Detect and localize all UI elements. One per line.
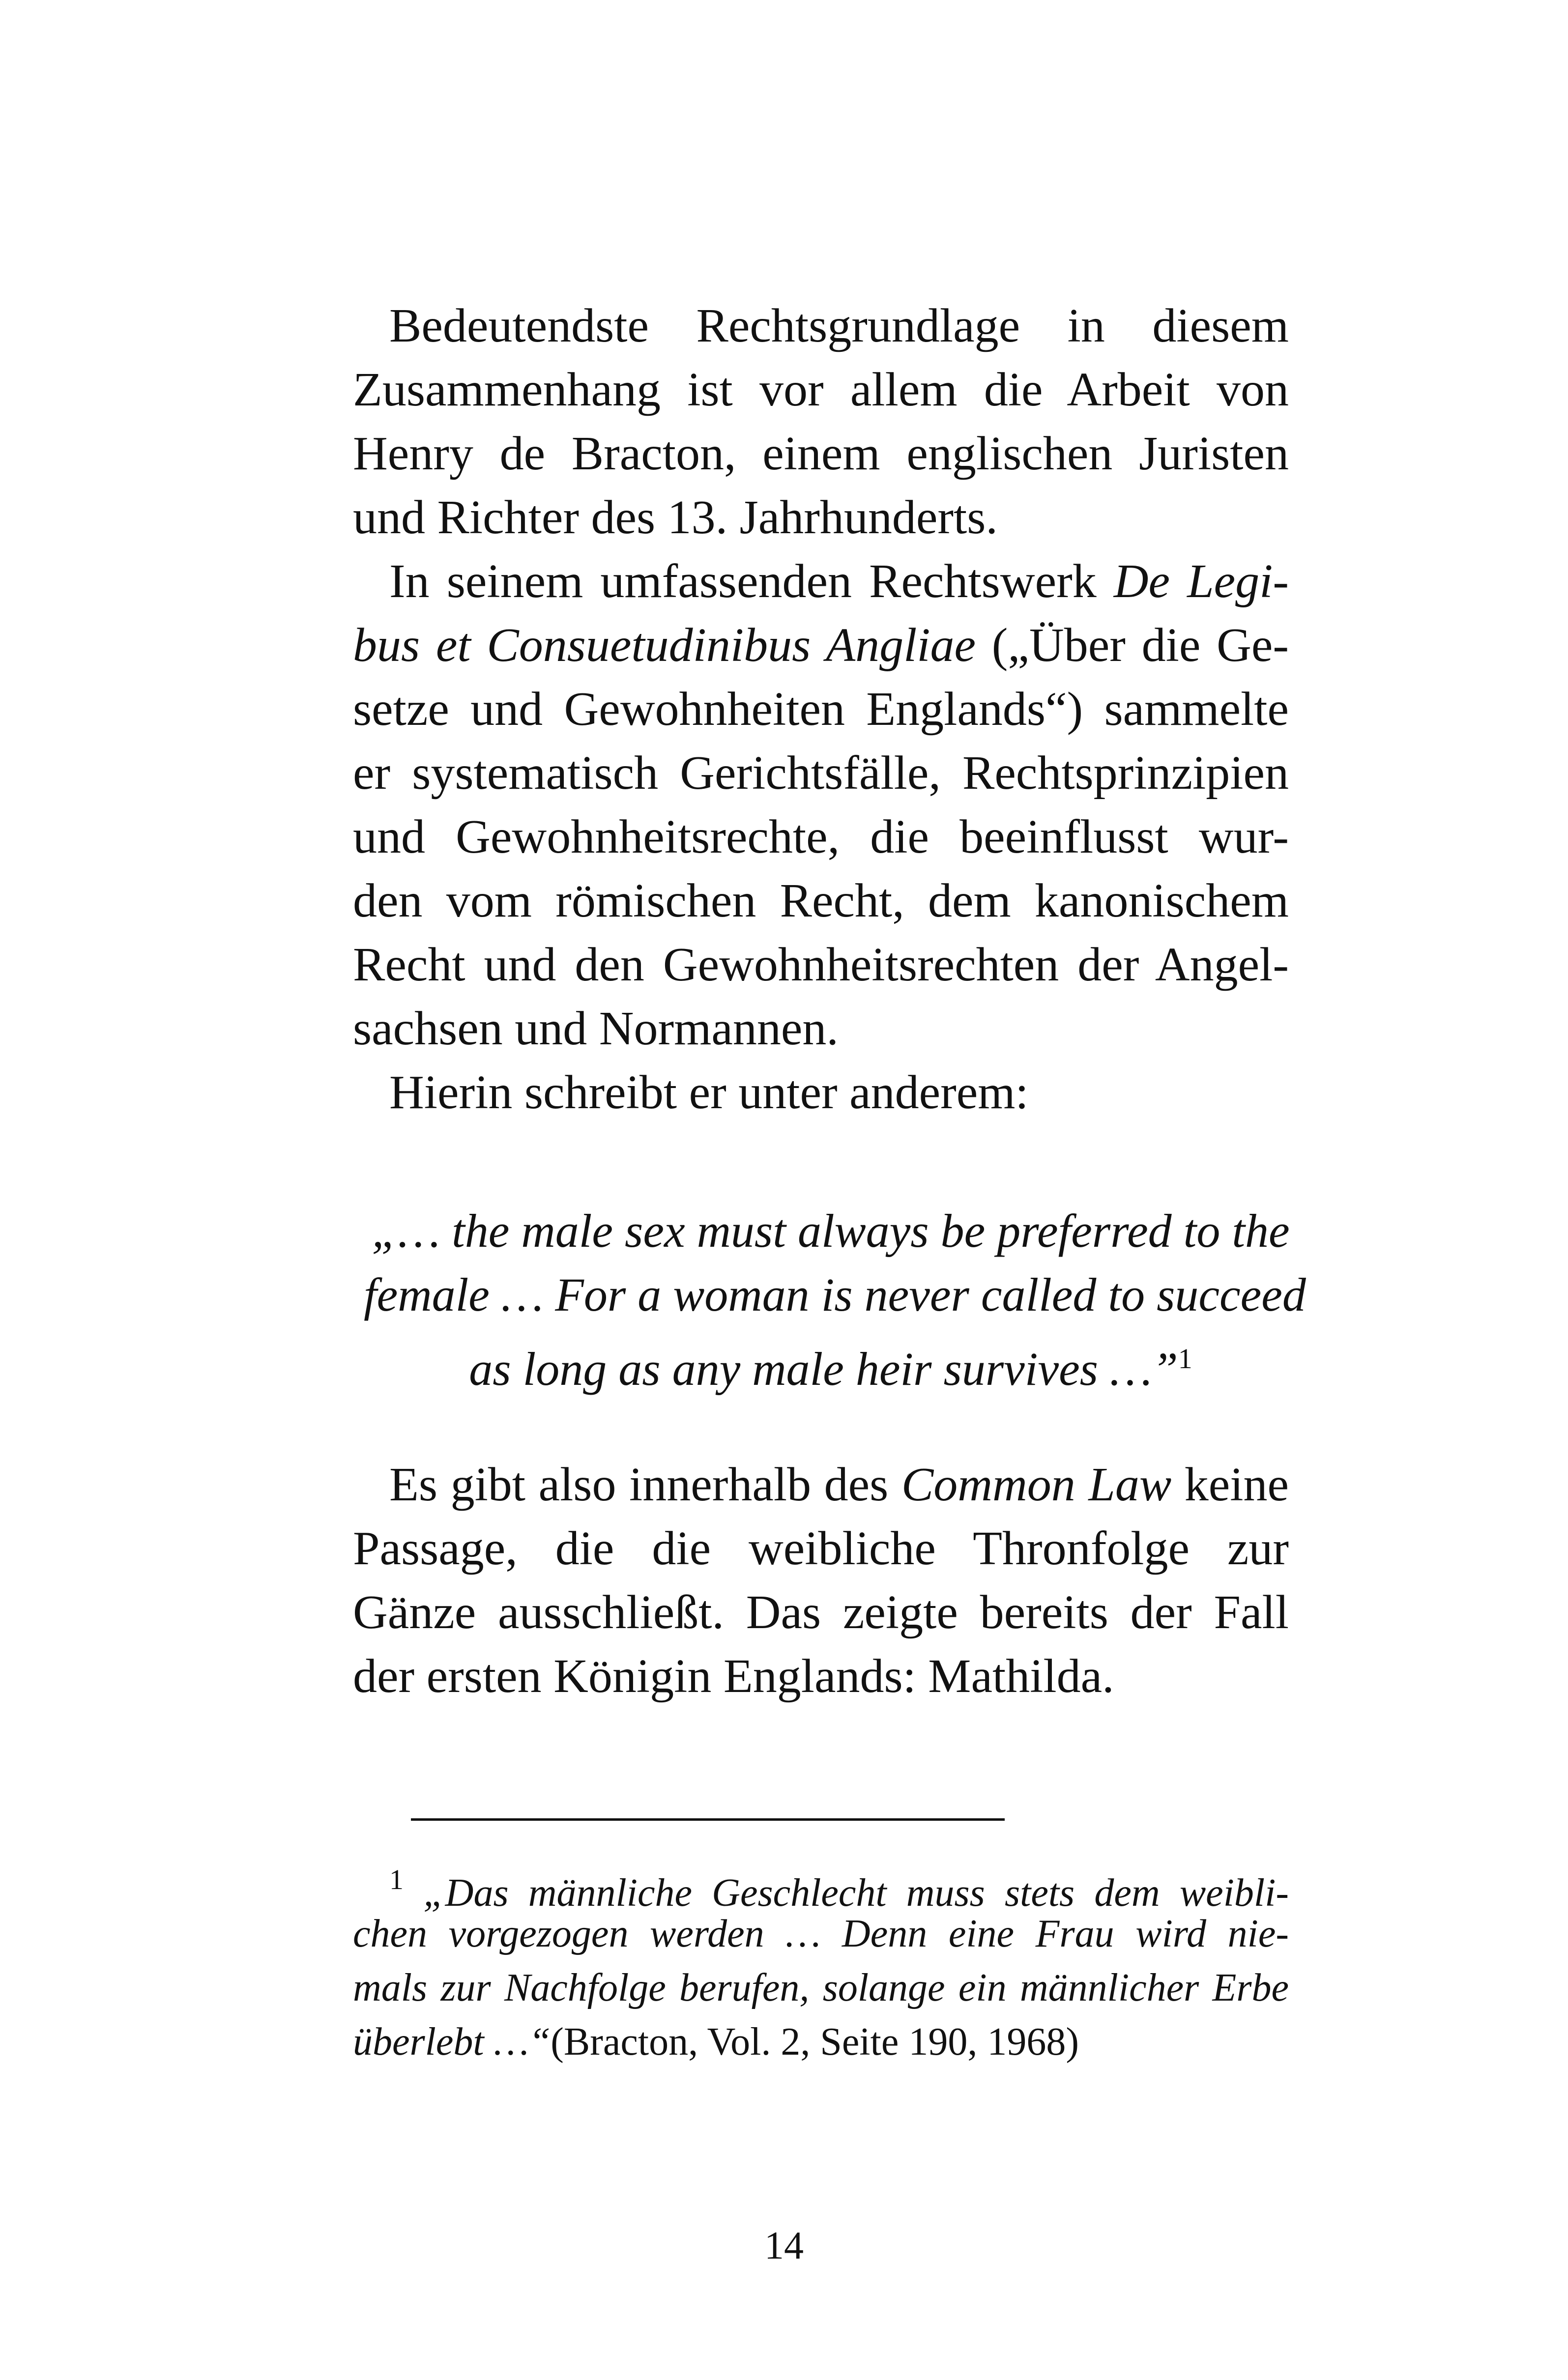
footnote-line — [353, 2015, 1289, 2069]
text-line: Zusammenhang ist vor allem die Arbeit von — [353, 363, 1289, 416]
footnote-citation: (Bracton, Vol. 2, Seite 190, 1968) — [551, 2020, 1079, 2064]
text-line: setze und Gewohnheiten Englands“) sammelte — [353, 683, 1289, 736]
text-line: Bedeutendste Rechtsgrundlage in diesem — [389, 299, 1289, 352]
quote-line — [364, 1327, 1298, 1395]
text-run: keine — [1171, 1458, 1289, 1511]
quote-line: female … For a woman is never called to succeed — [364, 1268, 1306, 1321]
quote-line: „… the male sex must always be preferred to the — [372, 1204, 1290, 1257]
text-line: Passage, die die weibliche Thronfolge zur — [353, 1522, 1289, 1575]
term-italic: Common Law — [901, 1458, 1172, 1511]
work-title-italic: bus et Consuetudinibus Angliae — [353, 619, 976, 672]
footnote-line: mals zur Nachfolge berufen, solange ein männlicher Erbe — [353, 1966, 1289, 2009]
work-title-italic: De Legi- — [1113, 555, 1289, 608]
text-run: In seinem umfassenden Rechtswerk — [389, 555, 1114, 608]
text-line: den vom römischen Recht, dem kanonischem — [353, 874, 1289, 927]
text-line: und Richter des 13. Jahrhunderts. — [353, 491, 998, 544]
footnote-text: „Das männliche Geschlecht muss stets dem weibli- — [423, 1871, 1289, 1915]
text-line: er systematisch Gerichtsfälle, Rechtsprinzipien — [353, 746, 1289, 800]
text-line — [353, 613, 1289, 677]
footnote-number: 1 — [389, 1864, 404, 1895]
text-line: sachsen und Normannen. — [353, 1002, 839, 1055]
text-line — [389, 549, 1289, 613]
text-line: Henry de Bracton, einem englischen Juristen — [353, 427, 1289, 480]
text-line: Recht und den Gewohnheitsrechten der Angel- — [353, 938, 1289, 991]
footnote-line — [389, 1853, 1289, 1915]
text-line — [389, 1453, 1289, 1517]
page-number: 14 — [764, 2224, 804, 2267]
footnote-line: chen vorgezogen werden … Denn eine Frau wird nie- — [353, 1912, 1289, 1955]
text-line: der ersten Königin Englands: Mathilda. — [353, 1650, 1114, 1703]
quote-text: as long as any male heir survives …” — [469, 1343, 1178, 1395]
text-run: („Über die Ge- — [976, 619, 1289, 672]
text-line: und Gewohnheitsrechte, die beeinflusst wur- — [353, 810, 1289, 863]
footnote-separator — [411, 1818, 1005, 1821]
footnote-text: überlebt …“ — [353, 2020, 551, 2064]
footnote-marker: 1 — [1178, 1343, 1192, 1375]
text-run: Es gibt also innerhalb des — [389, 1458, 901, 1511]
text-line: Gänze ausschließt. Das zeigte bereits der Fall — [353, 1586, 1289, 1639]
text-line: Hierin schreibt er unter anderem: — [389, 1066, 1029, 1119]
